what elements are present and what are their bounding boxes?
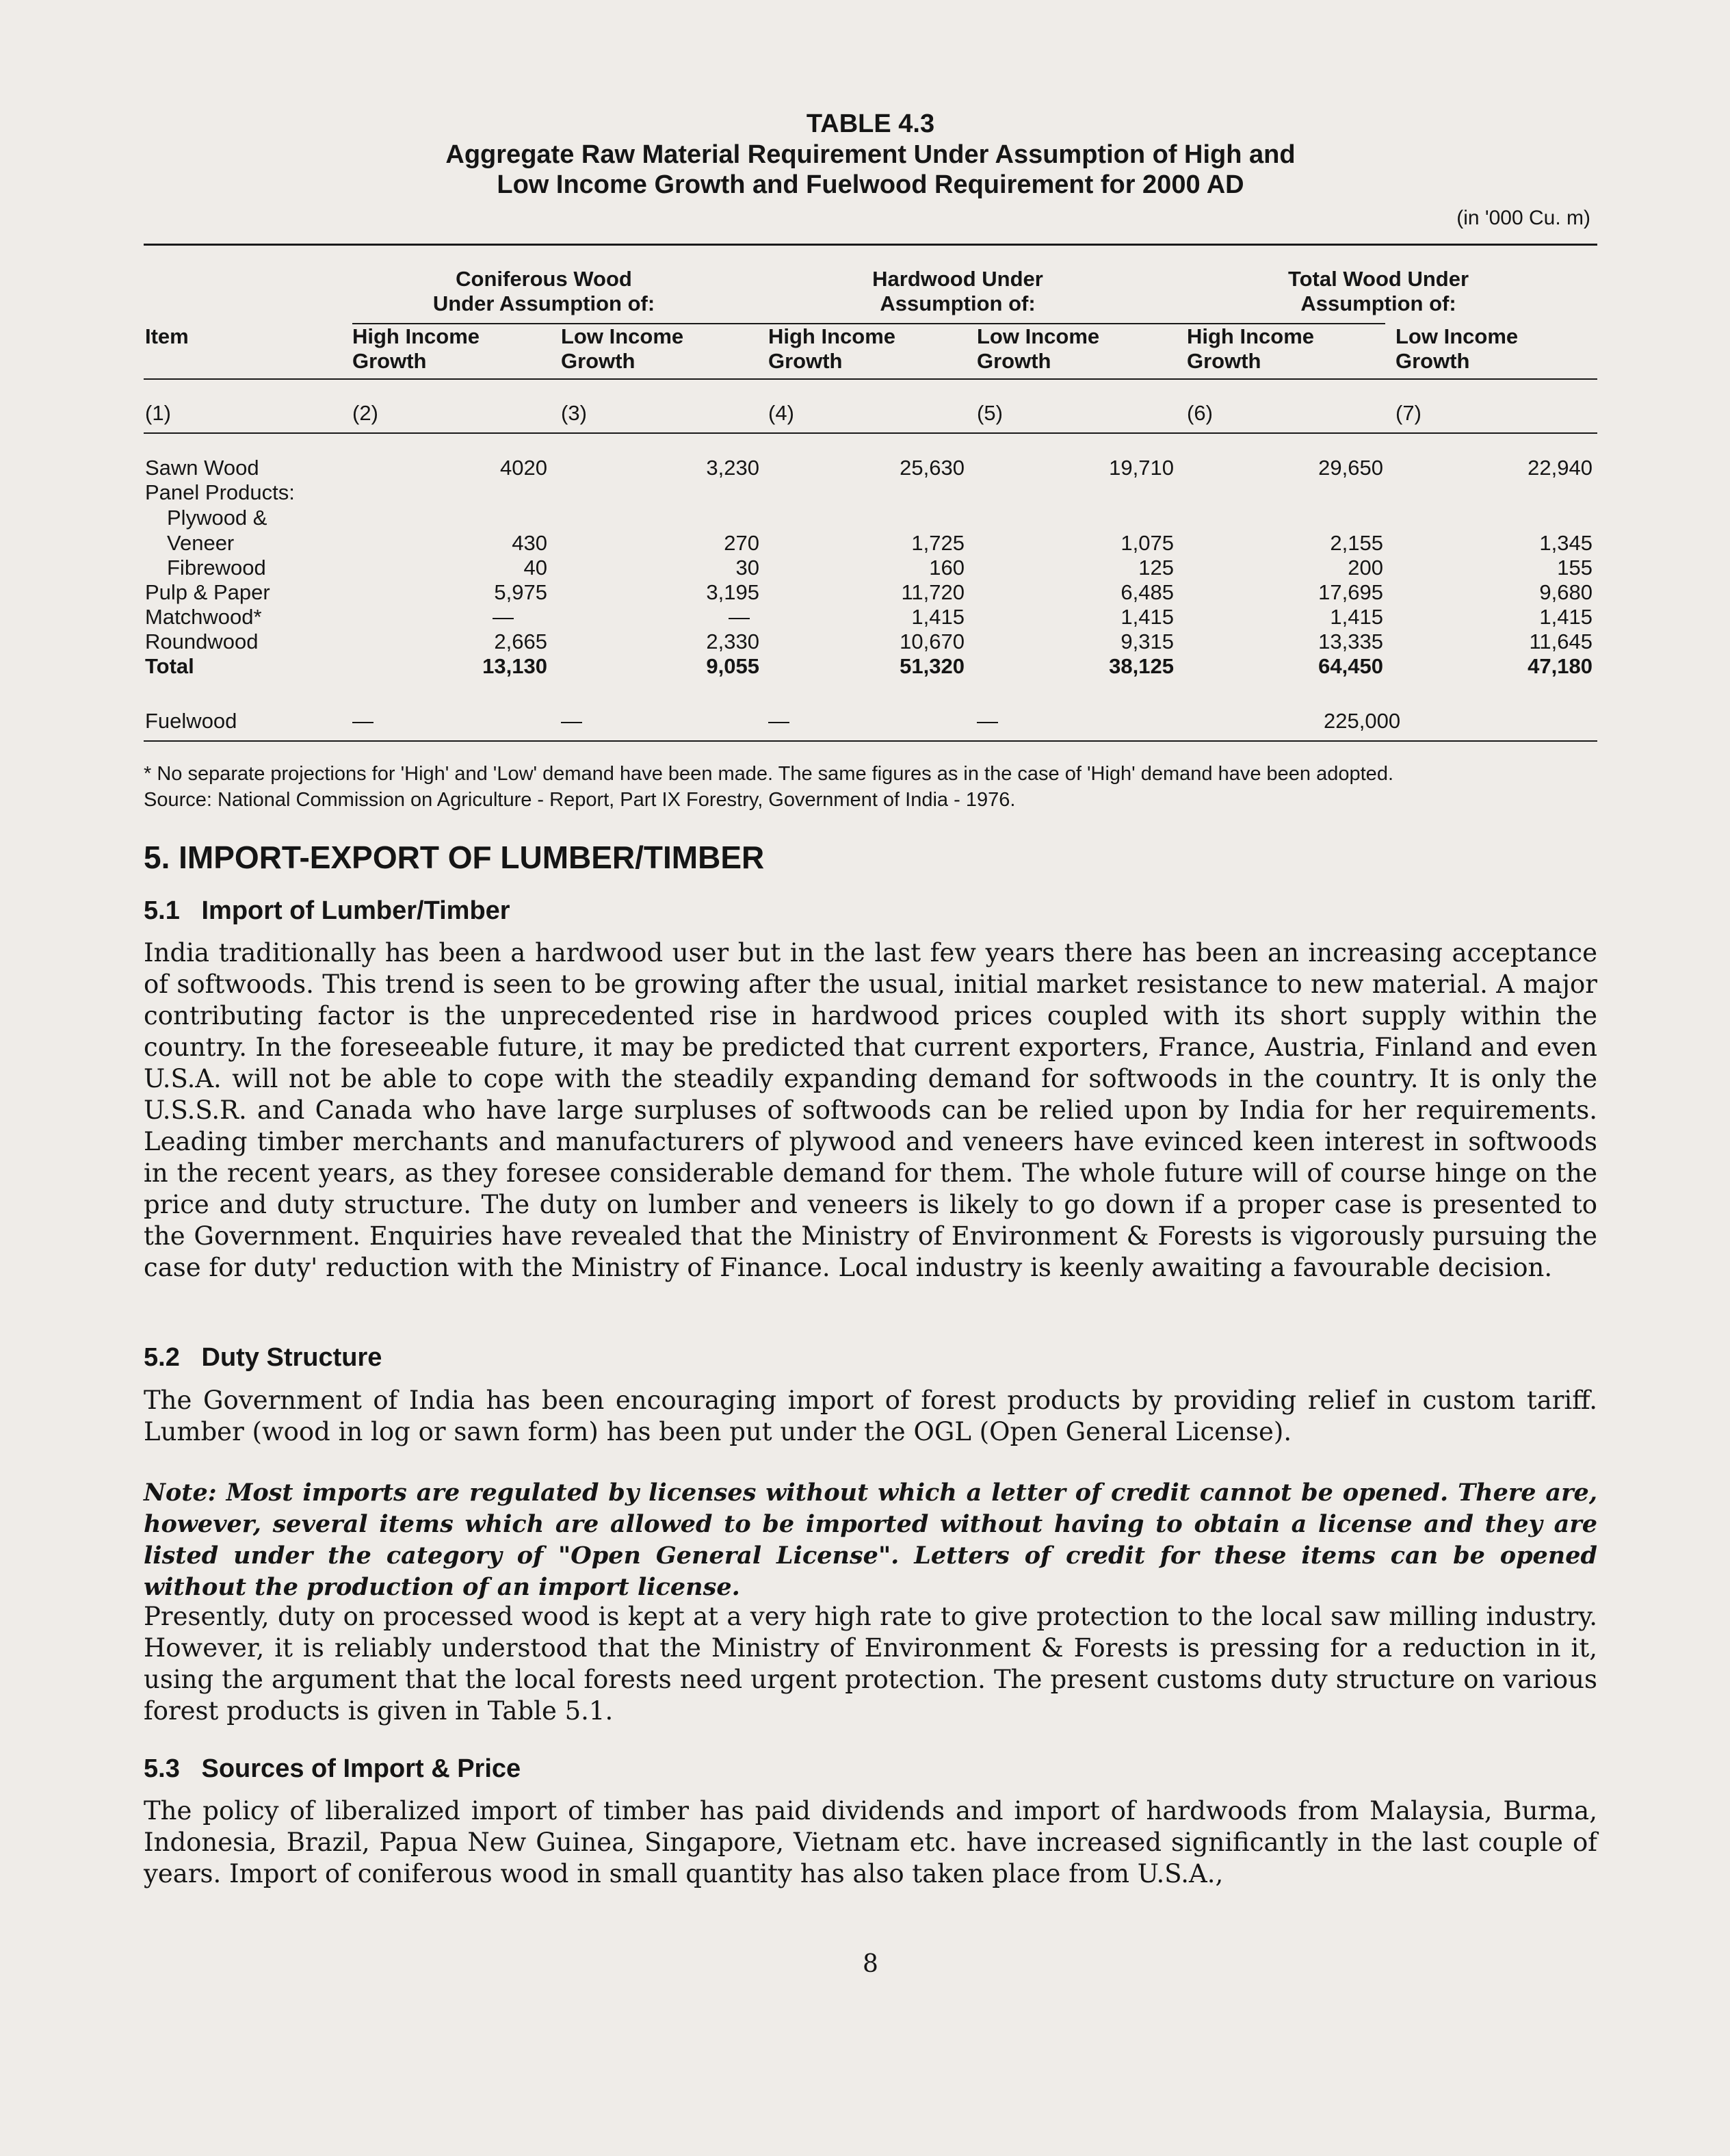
cell-total-c5: 38,125 [1109, 654, 1174, 678]
cell-sawn-wood-c3: 3,230 [706, 456, 759, 480]
cell-veneer-c6: 2,155 [1330, 531, 1383, 555]
cell-fibrewood-c3: 30 [735, 556, 759, 580]
subsection-heading-5-3: 5.3 Sources of Import & Price [144, 1754, 521, 1783]
table-bottom-rule [144, 740, 1597, 742]
cell-total-c7: 47,180 [1528, 654, 1593, 678]
cell-veneer-c3: 270 [724, 531, 759, 555]
row-label-fuelwood: Fuelwood [145, 709, 237, 733]
group-header-total [1187, 267, 1570, 316]
footnote-source: Source: National Commission on Agriculture - Report, Part IX Forestry, Government of India - 1976. [144, 789, 1016, 811]
table-title-line1: Aggregate Raw Material Requirement Under Assumption of High and [445, 140, 1296, 169]
column-number: (4) [768, 401, 794, 425]
subheader-c5 [977, 324, 1099, 374]
note-block: Note: Most imports are regulated by licenses without which a letter of credit cannot be opened. There are, however, several items which are allowed to be imported without having to obtain a license and they are listed under the category of "Open General License". Letters of credit for these items can be opened without the production of an import license. [144, 1479, 1597, 1601]
page-number: 8 [863, 1950, 878, 1978]
table-top-rule [144, 244, 1597, 246]
cell-roundwood-c6: 13,335 [1318, 629, 1383, 653]
column-number: (7) [1395, 401, 1421, 425]
cell-pulp-paper-c7: 9,680 [1539, 580, 1593, 604]
cell-fuelwood-c3: — [561, 709, 582, 733]
cell-total-c6: 64,450 [1318, 654, 1383, 678]
table-number: TABLE 4.3 [806, 109, 935, 138]
cell-total-c4: 51,320 [900, 654, 965, 678]
row-label-matchwood: Matchwood* [145, 605, 262, 629]
column-number: (1) [145, 401, 171, 425]
subheader-line1: High Income [1187, 324, 1315, 348]
table-heading [144, 108, 1597, 200]
cell-veneer-c7: 1,345 [1539, 531, 1593, 555]
cell-total-c3: 9,055 [706, 654, 759, 678]
subheader-line1: High Income [768, 324, 896, 348]
cell-sawn-wood-c6: 29,650 [1318, 456, 1383, 480]
group-total-line1: Total Wood Under [1287, 267, 1469, 291]
cell-fibrewood-c2: 40 [523, 556, 547, 580]
subheader-line1: High Income [352, 324, 480, 348]
paragraph-5-1: India traditionally has been a hardwood user but in the last few years there has been an increasing acceptance of softwoods. This trend is seen to be growing after the usual, initial market resistance to new material. A major contributing factor is the unprecedented rise in hardwood prices coupled with its short supply within the country. In the foreseeable future, it may be predicted that current exporters, France, Austria, Finland and even U.S.A. will not be able to cope with the steadily expanding demand for softwoods in the country. It is only the U.S.S.R. and Canada who have large surpluses of softwoods can be relied upon by India for her requirements. Leading timber merchants and manufacturers of plywood and veneers have evinced keen interest in softwoods in the recent years, as they foresee considerable demand for them. The whole future will of course hinge on the price and duty structure. The duty on lumber and veneers is likely to go down if a proper case is presented to the Government. Enquiries have revealed that the Ministry of Environment & Forests is vigorously pursuing the case for duty' reduction with the Ministry of Finance. Local industry is keenly awaiting a favourable decision. [144, 938, 1597, 1282]
footnote-asterisk: * No separate projections for 'High' and 'Low' demand have been made. The same figures as in the case of 'High' demand have been adopted. [144, 763, 1393, 785]
column-number: (5) [977, 401, 1003, 425]
paragraph-5-3: The policy of liberalized import of timber has paid dividends and import of hardwoods from Malaysia, Burma, Indonesia, Brazil, Papua New Guinea, Singapore, Vietnam etc. have increased significantly in the last couple of years. Import of coniferous wood in small quantity has also taken place from U.S.A., [144, 1796, 1597, 1888]
subheader-line2: Growth [1395, 349, 1470, 373]
table-title-line2: Low Income Growth and Fuelwood Requirement for 2000 AD [497, 170, 1244, 199]
subheader-line2: Growth [1187, 349, 1261, 373]
subsection-heading-5-2: 5.2 Duty Structure [144, 1343, 382, 1372]
cell-pulp-paper-c4: 11,720 [901, 580, 965, 604]
cell-fibrewood-c5: 125 [1138, 556, 1174, 580]
subheader-line2: Growth [768, 349, 843, 373]
cell-fibrewood-c7: 155 [1557, 556, 1593, 580]
row-label-pulp-paper: Pulp & Paper [145, 580, 270, 604]
cell-roundwood-c4: 10,670 [900, 629, 965, 653]
row-label-plywood: Plywood & [167, 506, 267, 530]
column-number: (2) [352, 401, 378, 425]
subheader-c2 [352, 324, 480, 374]
group-hardwood-line1: Hardwood Under [872, 267, 1043, 291]
table-column-number-rule [144, 432, 1597, 434]
subheader-c7 [1395, 324, 1518, 374]
subheader-c3 [561, 324, 683, 374]
row-label-fibrewood: Fibrewood [167, 556, 266, 580]
cell-matchwood-c4: 1,415 [911, 605, 965, 629]
cell-roundwood-c5: 9,315 [1120, 629, 1174, 653]
cell-fuelwood-c4: — [768, 709, 789, 733]
subheader-c6 [1187, 324, 1314, 374]
paragraph-5-2: The Government of India has been encouraging import of forest products by providing relief in custom tariff. Lumber (wood in log or sawn form) has been put under the OGL (Open General License). [144, 1386, 1597, 1446]
subheader-line2: Growth [977, 349, 1051, 373]
group-hardwood-line2: Assumption of: [880, 291, 1036, 315]
subheader-c4 [768, 324, 895, 374]
cell-sawn-wood-c2: 4020 [500, 456, 547, 480]
row-label-veneer: Veneer [167, 531, 235, 555]
group-header-coniferous [352, 267, 735, 316]
cell-fuelwood-c2: — [352, 709, 373, 733]
group-header-hardwood [766, 267, 1149, 316]
cell-roundwood-c7: 11,645 [1529, 629, 1593, 653]
section-heading: 5. IMPORT-EXPORT OF LUMBER/TIMBER [144, 840, 765, 875]
row-label-panel-products: Panel Products: [145, 480, 295, 504]
cell-sawn-wood-c7: 22,940 [1528, 456, 1593, 480]
group-coniferous-line2: Under Assumption of: [432, 291, 655, 315]
cell-fuelwood-c5: — [977, 709, 998, 733]
cell-fibrewood-c4: 160 [929, 556, 965, 580]
item-header: Item [145, 324, 189, 348]
cell-fibrewood-c6: 200 [1348, 556, 1383, 580]
cell-veneer-c4: 1,725 [911, 531, 965, 555]
table-footnote [144, 761, 1597, 813]
group-total-line2: Assumption of: [1300, 291, 1456, 315]
cell-matchwood-c7: 1,415 [1539, 605, 1593, 629]
subheader-line2: Growth [561, 349, 635, 373]
cell-pulp-paper-c6: 17,695 [1318, 580, 1383, 604]
subsection-heading-5-1: 5.1 Import of Lumber/Timber [144, 896, 510, 925]
cell-matchwood-c2: — [493, 605, 514, 629]
row-label-sawn-wood: Sawn Wood [145, 456, 259, 480]
cell-pulp-paper-c5: 6,485 [1120, 580, 1174, 604]
cell-matchwood-c5: 1,415 [1120, 605, 1174, 629]
subheader-line1: Low Income [977, 324, 1100, 348]
cell-pulp-paper-c2: 5,975 [494, 580, 547, 604]
cell-fuelwood-c6-c7: 225,000 [1324, 709, 1401, 733]
cell-veneer-c5: 1,075 [1120, 531, 1174, 555]
group-coniferous-line1: Coniferous Wood [456, 267, 632, 291]
cell-total-c2: 13,130 [482, 654, 547, 678]
column-number: (3) [561, 401, 587, 425]
cell-roundwood-c2: 2,665 [494, 629, 547, 653]
cell-sawn-wood-c5: 19,710 [1109, 456, 1174, 480]
subheader-line1: Low Income [1395, 324, 1519, 348]
cell-matchwood-c6: 1,415 [1330, 605, 1383, 629]
cell-veneer-c2: 430 [512, 531, 547, 555]
table-header-rule [144, 378, 1597, 380]
paragraph-5-2-second: Presently, duty on processed wood is kept at a very high rate to give protection to the local saw milling industry. However, it is reliably understood that the Ministry of Environment & Forests is pressing for a reduction in it, using the argument that the local forests need urgent protection. The present customs duty structure on various forest products is given in Table 5.1. [144, 1602, 1597, 1726]
cell-roundwood-c3: 2,330 [706, 629, 759, 653]
row-label-roundwood: Roundwood [145, 629, 259, 653]
subheader-line2: Growth [352, 349, 427, 373]
cell-matchwood-c3: — [729, 605, 750, 629]
row-label-total: Total [145, 654, 194, 678]
table-unit: (in '000 Cu. m) [1456, 207, 1590, 229]
subheader-line1: Low Income [561, 324, 684, 348]
cell-pulp-paper-c3: 3,195 [706, 580, 759, 604]
column-number: (6) [1187, 401, 1213, 425]
cell-sawn-wood-c4: 25,630 [900, 456, 965, 480]
